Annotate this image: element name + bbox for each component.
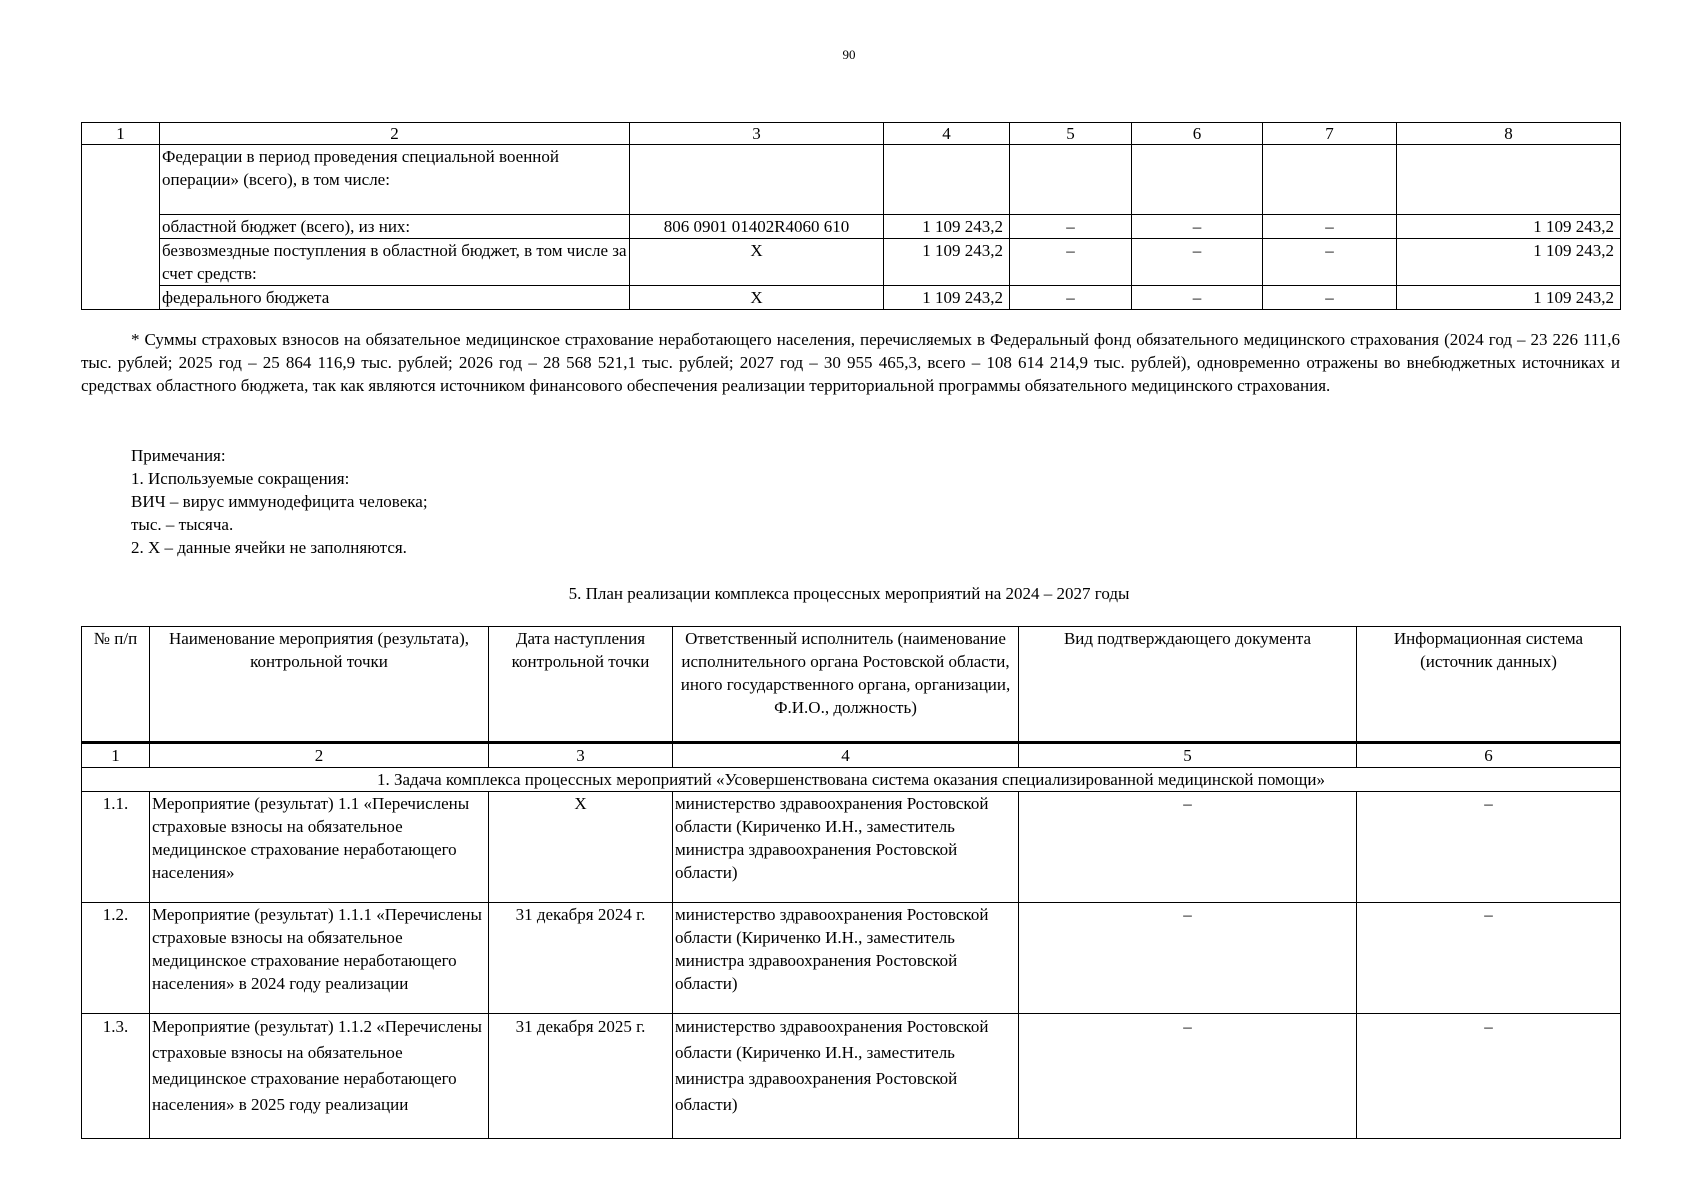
value-cell: 1 109 243,2 — [884, 286, 1010, 310]
value-cell: – — [1263, 286, 1397, 310]
page-number: 90 — [842, 47, 856, 62]
value-cell: – — [1010, 239, 1132, 286]
column-numbers-row — [82, 743, 1621, 768]
note-line: ВИЧ – вирус иммунодефицита человека; — [131, 492, 428, 511]
header-cell: Наименование мероприятия (результата), контрольной точки — [150, 627, 489, 743]
activity-name-cell: Мероприятие (результат) 1.1.2 «Перечислены страховые взносы на обязательное медицинское страхование неработающего населения» в 2025 году реализации — [150, 1014, 489, 1139]
header-cell: 7 — [1263, 123, 1397, 145]
note-line: 1. Используемые сокращения: — [131, 469, 350, 488]
source-name-cell: безвозмездные поступления в областной бюджет, в том числе за счет средств: — [160, 239, 630, 286]
row-number-cell: 1.1. — [82, 792, 150, 903]
value-cell: – — [1010, 286, 1132, 310]
activities-plan-table — [81, 626, 1621, 1139]
header-cell: 3 — [630, 123, 884, 145]
value-cell: – — [1132, 239, 1263, 286]
code-cell — [630, 145, 884, 215]
value-cell — [884, 145, 1010, 215]
total-cell: 1 109 243,2 — [1397, 239, 1621, 286]
value-cell — [1010, 145, 1132, 215]
header-cell: Ответственный исполнитель (наименование исполнительного органа Ростовской области, иного государственного органа, организации, Ф.И.О., должность) — [673, 627, 1019, 743]
info-system-cell: – — [1357, 1014, 1621, 1139]
table-header-row — [82, 627, 1621, 743]
info-system-cell: – — [1357, 903, 1621, 1014]
row-number-cell: 1.2. — [82, 903, 150, 1014]
table-row — [82, 239, 1621, 286]
column-number-cell: 3 — [489, 743, 673, 768]
value-cell: – — [1010, 215, 1132, 239]
section-title: 5. План реализации комплекса процессных мероприятий на 2024 – 2027 годы — [568, 584, 1130, 603]
column-number-cell: 4 — [673, 743, 1019, 768]
table-row — [82, 145, 1621, 215]
table-row — [82, 903, 1621, 1014]
value-cell: 1 109 243,2 — [884, 215, 1010, 239]
task-row — [82, 768, 1621, 792]
row-number-cell — [82, 145, 160, 310]
column-number-cell: 1 — [82, 743, 150, 768]
value-cell — [1263, 145, 1397, 215]
date-cell: 31 декабря 2024 г. — [489, 903, 673, 1014]
header-cell: 4 — [884, 123, 1010, 145]
header-cell: № п/п — [82, 627, 150, 743]
header-cell: 6 — [1132, 123, 1263, 145]
header-cell: 5 — [1010, 123, 1132, 145]
executor-cell: министерство здравоохранения Ростовской области (Кириченко И.Н., заместитель министра здравоохранения Ростовской области) — [673, 792, 1019, 903]
value-cell: – — [1132, 215, 1263, 239]
header-cell: Дата наступления контрольной точки — [489, 627, 673, 743]
total-cell: 1 109 243,2 — [1397, 286, 1621, 310]
funding-table — [81, 122, 1621, 310]
date-cell: 31 декабря 2025 г. — [489, 1014, 673, 1139]
info-system-cell: – — [1357, 792, 1621, 903]
table-header-row — [82, 123, 1621, 145]
note-line: тыс. – тысяча. — [131, 515, 234, 534]
header-cell: 1 — [82, 123, 160, 145]
total-cell — [1397, 145, 1621, 215]
activity-name-cell: Мероприятие (результат) 1.1.1 «Перечислены страховые взносы на обязательное медицинское страхование неработающего населения» в 2024 году реализации — [150, 903, 489, 1014]
document-cell: – — [1019, 903, 1357, 1014]
value-cell: – — [1132, 286, 1263, 310]
code-cell: 806 0901 01402R4060 610 — [630, 215, 884, 239]
value-cell: 1 109 243,2 — [884, 239, 1010, 286]
source-name-cell: федерального бюджета — [160, 286, 630, 310]
code-cell: Х — [630, 239, 884, 286]
note-line: 2. Х – данные ячейки не заполняются. — [131, 538, 407, 557]
header-cell: Вид подтверждающего документа — [1019, 627, 1357, 743]
total-cell: 1 109 243,2 — [1397, 215, 1621, 239]
footnote: * Суммы страховых взносов на обязательное медицинское страхование неработающего населения, перечисляемых в Федеральный фонд обязательного медицинского страхования (2024 год – 23 226 111,6 тыс. рублей; 2025 год – 25 864 116,9 тыс. рублей; 2026 год – 28 568 521,1 тыс. рублей; 2027 год – 30 955 465,3, всего – 108 614 214,9 тыс. рублей), одновременно отражены во внебюджетных источниках и средствах областного бюджета, так как являются источником финансового обеспечения реализации территориальной программы обязательного медицинского страхования. — [81, 330, 1620, 395]
table-row — [82, 792, 1621, 903]
date-cell: Х — [489, 792, 673, 903]
table-row — [82, 286, 1621, 310]
value-cell — [1132, 145, 1263, 215]
activity-name-cell: Мероприятие (результат) 1.1 «Перечислены страховые взносы на обязательное медицинское страхование неработающего населения» — [150, 792, 489, 903]
document-cell: – — [1019, 792, 1357, 903]
executor-cell: министерство здравоохранения Ростовской области (Кириченко И.Н., заместитель министра здравоохранения Ростовской области) — [673, 1014, 1019, 1139]
source-name-cell: областной бюджет (всего), из них: — [160, 215, 630, 239]
header-cell: 2 — [160, 123, 630, 145]
task-title-cell: 1. Задача комплекса процессных мероприятий «Усовершенствована система оказания специализированной медицинской помощи» — [82, 768, 1621, 792]
row-number-cell: 1.3. — [82, 1014, 150, 1139]
notes — [131, 444, 428, 559]
value-cell: – — [1263, 215, 1397, 239]
notes-title: Примечания: — [131, 446, 226, 465]
table-row — [82, 215, 1621, 239]
column-number-cell: 6 — [1357, 743, 1621, 768]
table-row — [82, 1014, 1621, 1139]
header-cell: Информационная система (источник данных) — [1357, 627, 1621, 743]
code-cell: Х — [630, 286, 884, 310]
source-name-cell: Федерации в период проведения специальной военной операции» (всего), в том числе: — [160, 145, 630, 215]
column-number-cell: 2 — [150, 743, 489, 768]
executor-cell: министерство здравоохранения Ростовской области (Кириченко И.Н., заместитель министра здравоохранения Ростовской области) — [673, 903, 1019, 1014]
header-cell: 8 — [1397, 123, 1621, 145]
column-number-cell: 5 — [1019, 743, 1357, 768]
value-cell: – — [1263, 239, 1397, 286]
document-cell: – — [1019, 1014, 1357, 1139]
